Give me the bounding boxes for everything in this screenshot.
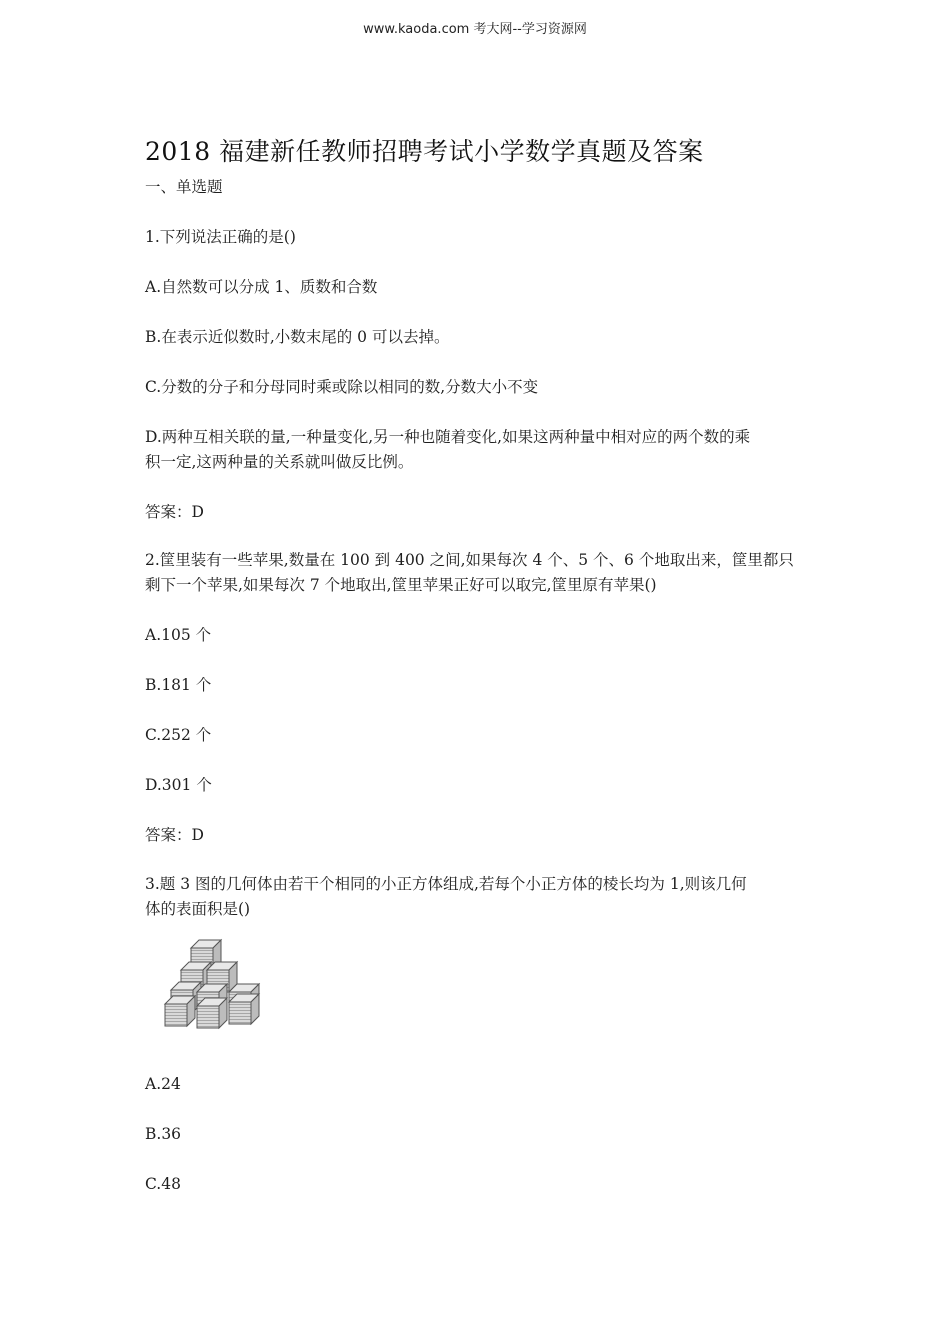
question-3-option-c: C.48 xyxy=(145,1175,181,1193)
question-2-answer: 答案：D xyxy=(145,826,204,844)
question-3-stem-line2: 体的表面积是() xyxy=(145,900,251,918)
question-3-stem-line1: 3.题 3 图的几何体由若干个相同的小正方体组成,若每个小正方体的棱长均为 1,则该几何 xyxy=(145,875,747,893)
question-3-option-a: A.24 xyxy=(145,1075,181,1093)
question-1-answer: 答案：D xyxy=(145,503,204,521)
question-1-option-c: C.分数的分子和分母同时乘或除以相同的数,分数大小不变 xyxy=(145,378,539,396)
question-2-option-b: B.181 个 xyxy=(145,676,212,694)
question-2-option-c: C.252 个 xyxy=(145,726,212,744)
question-2-stem-line2: 剩下一个苹果,如果每次 7 个地取出,筐里苹果正好可以取完,筐里原有苹果() xyxy=(145,576,657,594)
question-1-stem: 1.下列说法正确的是() xyxy=(145,228,296,246)
question-2-option-a: A.105 个 xyxy=(145,626,212,644)
question-1-option-d-line2: 积一定,这两种量的关系就叫做反比例。 xyxy=(145,453,414,471)
section-heading: 一、单选题 xyxy=(145,178,223,196)
document-title: 2018 福建新任教师招聘考试小学数学真题及答案 xyxy=(145,137,704,166)
question-2-stem-line1: 2.筐里装有一些苹果,数量在 100 到 400 之间,如果每次 4 个、5 个、6 个地取出来，筐里都只 xyxy=(145,551,794,569)
question-3-option-b: B.36 xyxy=(145,1125,182,1143)
cube-stack-figure xyxy=(145,930,265,1032)
question-1-option-b: B.在表示近似数时,小数末尾的 0 可以去掉。 xyxy=(145,328,450,346)
site-header: www.kaoda.com 考大网--学习资源网 xyxy=(363,22,587,37)
question-1-option-a: A.自然数可以分成 1、质数和合数 xyxy=(145,278,378,296)
question-2-option-d: D.301 个 xyxy=(145,776,212,794)
question-1-option-d-line1: D.两种互相关联的量,一种量变化,另一种也随着变化,如果这两种量中相对应的两个数的乘 xyxy=(145,428,751,446)
